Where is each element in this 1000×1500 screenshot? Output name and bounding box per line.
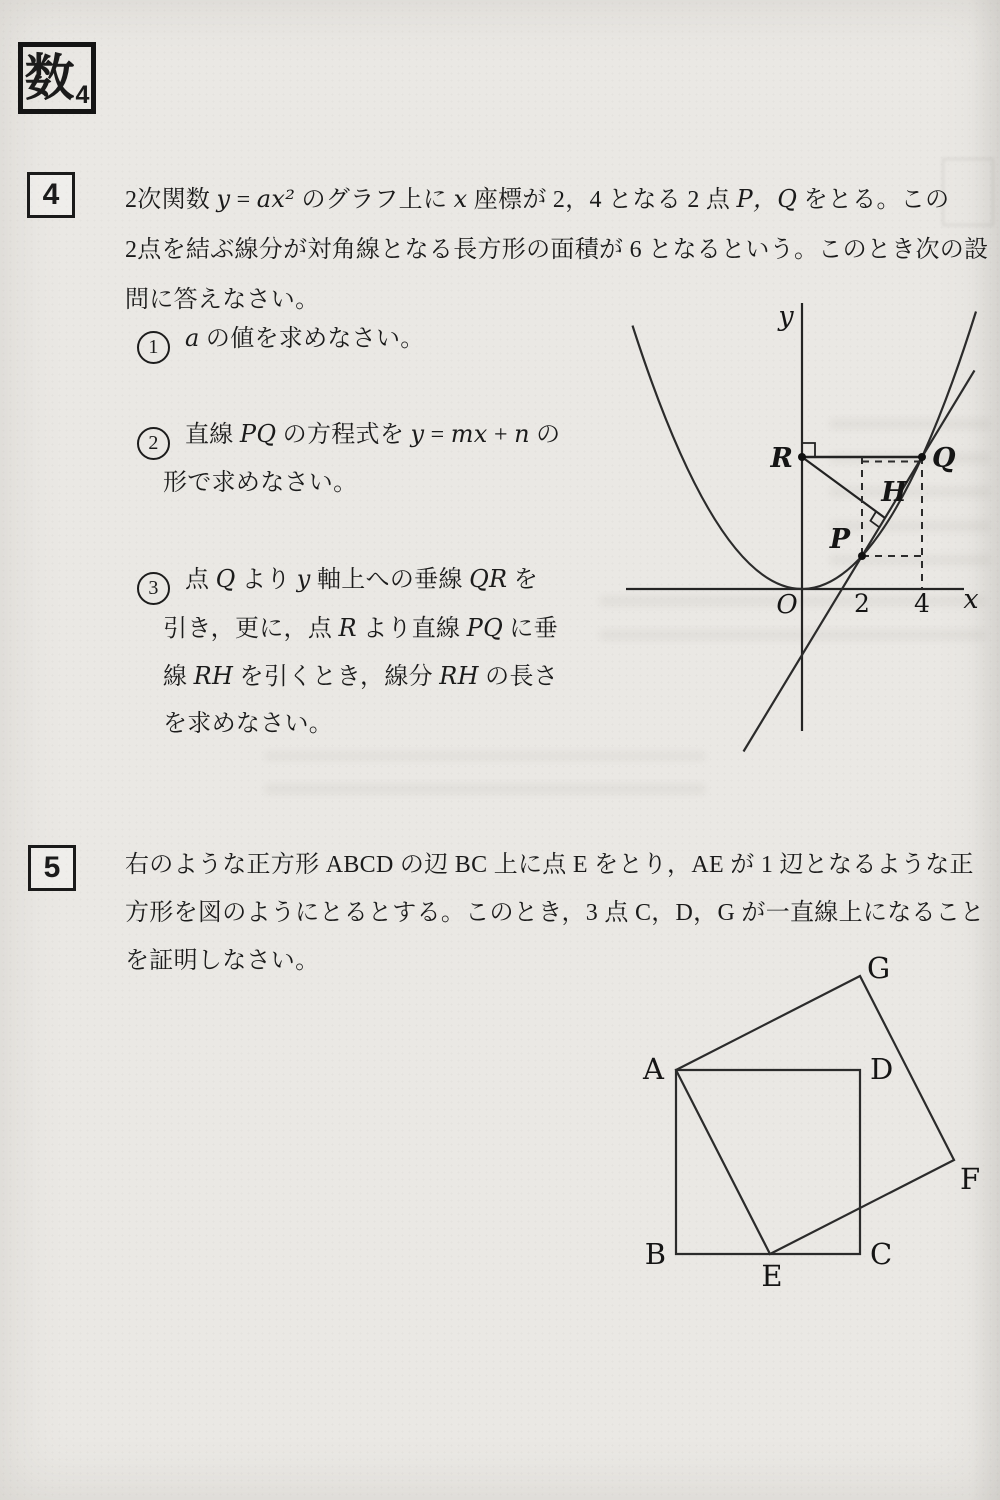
item-text (163, 711, 333, 737)
subject-logo (18, 42, 96, 114)
text-run: を証明しなさい。 (125, 948, 320, 974)
text-run: より直線 (356, 615, 467, 642)
text-run: 右のような正方形 ABCD の辺 BC 上に点 E をとり，AE が 1 辺となるような正 (125, 852, 974, 878)
subject-number: 4 (75, 81, 90, 109)
question-4-number-box (27, 172, 75, 218)
item-text (163, 613, 558, 642)
statement-line (125, 174, 988, 225)
text-run: の長さ (478, 663, 559, 690)
circled-number: 1 (137, 331, 170, 364)
text-run: 点 (185, 567, 216, 593)
math-text: ax² (256, 185, 296, 213)
y-axis-label: y (778, 301, 794, 332)
segment-RH (802, 457, 885, 518)
circled-number: 3 (137, 572, 170, 605)
math-text: P，Q (736, 185, 798, 213)
x-axis-label: x (963, 584, 979, 615)
math-text: y (296, 565, 311, 593)
vertex-B-label: B (644, 1237, 666, 1271)
text-run: 2点を結ぶ線分が対角線となる長方形の面積が 6 となるという。このとき次の設 (125, 237, 989, 263)
question-4-item-3 (137, 556, 558, 748)
text-run: 形で求めなさい。 (163, 469, 358, 496)
vertex-E-label: E (761, 1259, 783, 1293)
math-text: RH (193, 661, 234, 690)
vertex-F-label: F (960, 1162, 981, 1196)
item-line (137, 701, 558, 748)
squares-figure (620, 945, 990, 1295)
line-PQ (744, 370, 975, 751)
item-text (163, 470, 357, 496)
graph-svg (610, 295, 990, 755)
text-run: を引くとき，線分 (233, 663, 440, 690)
math-text: y (410, 420, 425, 448)
square-ABCD (676, 1070, 860, 1254)
math-text: RH (439, 661, 479, 690)
item-text (163, 661, 559, 690)
question-5-number-box (28, 845, 76, 891)
text-run: 2次関数 (125, 187, 217, 213)
math-text: Q (215, 565, 236, 593)
math-text: QR (469, 565, 508, 593)
math-text: y (216, 185, 231, 213)
math-text: PQ (239, 420, 277, 448)
text-run: 軸上への垂線 (310, 567, 470, 593)
text-run: 方形を図のようにとるとする。このとき，3 点 C，D，G が一直線上になること (125, 900, 985, 926)
math-text: x (453, 185, 468, 213)
point-P-label: P (829, 524, 850, 555)
math-text: a (185, 324, 200, 352)
statement-line (125, 225, 988, 275)
point-R-dot (798, 453, 806, 461)
text-run: 直線 (185, 422, 240, 448)
text-run: + (487, 422, 515, 448)
text-run: に垂 (503, 615, 558, 642)
item-line (137, 556, 558, 605)
vertex-G-label: G (867, 951, 891, 985)
item-line (137, 315, 425, 364)
tick-label-4: 4 (914, 589, 930, 618)
text-run: の (529, 422, 561, 448)
item-line (137, 653, 558, 701)
circled-number: 2 (137, 427, 170, 460)
vertex-A-label: A (643, 1052, 664, 1086)
item-text (185, 567, 538, 593)
text-run: 問に答えなさい。 (125, 287, 320, 313)
subject-kanji: 数 (24, 50, 75, 106)
bleedthrough-smudge (265, 752, 705, 794)
point-P-dot (858, 552, 866, 560)
text-run: 線 (163, 663, 194, 690)
text-run: 座標が 2，4 となる 2 点 (467, 187, 737, 213)
tick-label-2: 2 (854, 589, 870, 618)
vertex-C-label: C (870, 1237, 893, 1271)
parabola-curve (633, 312, 977, 589)
square-AEFG (676, 976, 954, 1254)
question-5-number: 5 (43, 851, 61, 884)
point-Q-label: Q (932, 443, 956, 474)
point-H-label: H (881, 477, 907, 508)
item-line (137, 411, 560, 460)
quadratic-graph-figure (610, 295, 990, 755)
text-run: = (230, 187, 257, 213)
question-4-number: 4 (42, 178, 60, 211)
text-run: をとる。この (797, 187, 950, 213)
statement-line (125, 889, 984, 937)
text-run: の値を求めなさい。 (199, 326, 425, 352)
math-text: PQ (466, 613, 504, 642)
point-R-label: R (770, 443, 793, 474)
statement-line (125, 841, 984, 889)
text-run: 引き，更に，点 (163, 615, 339, 642)
math-text: n (514, 420, 530, 448)
item-line (137, 605, 558, 653)
item-text (185, 326, 425, 352)
point-Q-dot (918, 453, 926, 461)
math-text: R (338, 613, 357, 642)
text-run: を (507, 567, 539, 593)
question-4-item-2 (137, 411, 560, 507)
question-4-item-1 (137, 315, 425, 364)
vertex-D-label: D (870, 1052, 894, 1086)
origin-label: O (776, 590, 798, 620)
squares-svg (620, 945, 990, 1295)
text-run: を求めなさい。 (163, 710, 334, 737)
text-run: より (235, 567, 297, 593)
text-run: の方程式を (276, 422, 411, 448)
item-text (185, 422, 560, 448)
math-text: mx (450, 420, 488, 448)
item-line (137, 460, 560, 507)
text-run: のグラフ上に (295, 187, 454, 213)
text-run: = (424, 422, 451, 448)
